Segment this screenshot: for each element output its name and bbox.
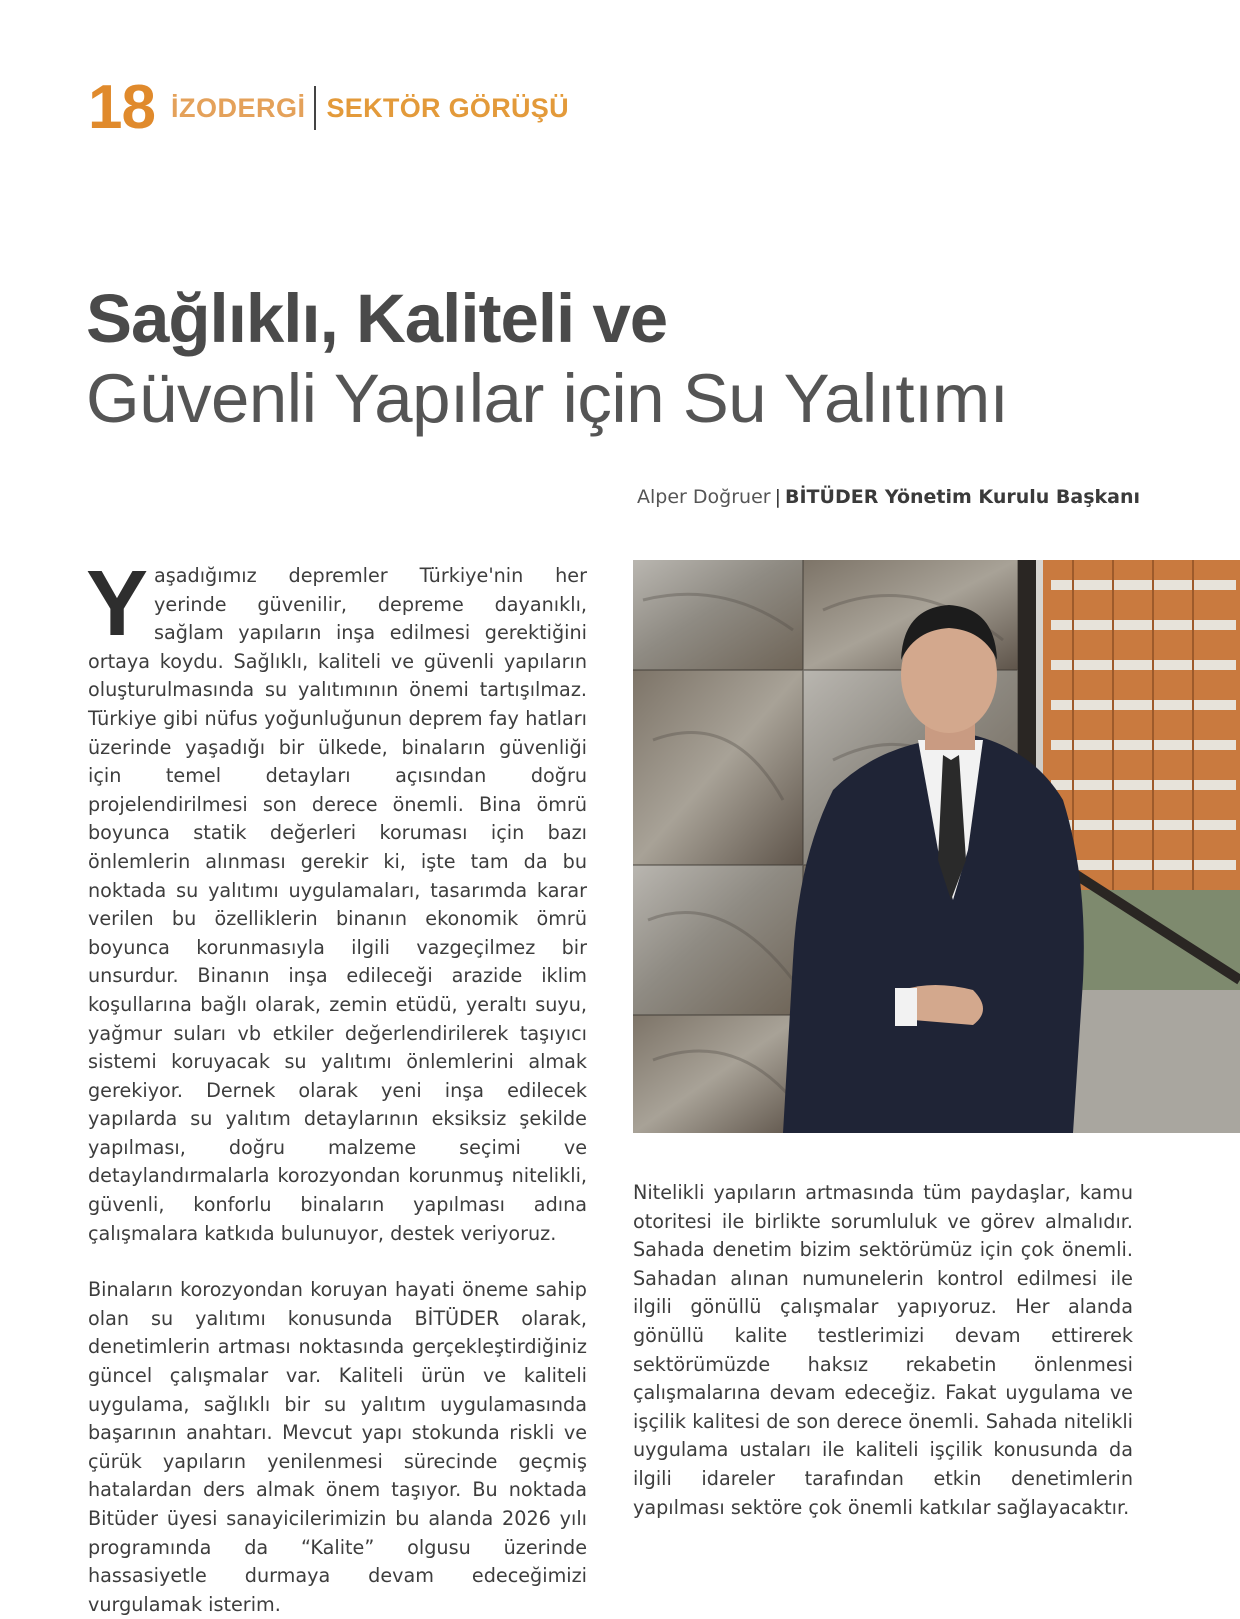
title-line-2: Güvenli Yapılar için Su Yalıtımı xyxy=(86,360,1009,437)
author-role: BİTÜDER Yönetim Kurulu Başkanı xyxy=(785,486,1140,508)
paragraph-2: Binaların korozyondan koruyan hayati öneme sahip olan su yalıtımı konusunda BİTÜDER olarak, denetimlerin artması noktasında gerçekleştirdiğiniz güncel çalışmalar var. Kaliteli ürün ve kaliteli uygulama, sağlıklı bir su yalıtım uygulamasında başarının anahtarı. Mevcut yapı stokunda riskli ve çürük yapıların yenilenmesi sürecinde geçmiş hatalardan ders almak önem taşıyor. Bu noktada Bitüder üyesi sanayicilerimizin bu alanda 2026 yılı programında da “Kalite” olgusu üzerinde hassasiyetle durmaya devam edeceğimizi vurgulamak isterim. xyxy=(88,1278,587,1616)
paragraph-1 xyxy=(86,551,587,1248)
page-number: 18 xyxy=(88,73,155,142)
byline-separator: | xyxy=(774,486,781,508)
section-name: SEKTÖR GÖRÜŞÜ xyxy=(326,92,569,123)
paragraph-3: Nitelikli yapıların artmasında tüm paydaşlar, kamu otoritesi ile birlikte sorumluluk ve görev almalıdır. Sahada denetim bizim sektörümüz için çok önemli. Sahadan alınan numunelerin kontrol edilmesi ile ilgili gönüllü çalışmalar yapıyoruz. Her alanda gönüllü kalite testlerimizi devam ettirerek sektörümüzde haksız rekabetin önlenmesi çalışmalarına devam edeceğiz. Fakat uygulama ve işçilik kalitesi de son derece önemli. Sahada nitelikli uygulama ustaları ile kaliteli işçilik konusunda da ilgili idareler tarafından etkin denetimlerin yapılması sektöre çok önemli katkılar sağlayacaktır. xyxy=(633,1181,1133,1519)
drop-cap: Y xyxy=(86,551,149,655)
title-line-1: Sağlıklı, Kaliteli ve xyxy=(86,280,668,357)
paragraph-1-text: aşadığımız depremler Türkiye'nin her yerinde güvenilir, depreme dayanıklı, sağlam yapıların inşa edilmesi gerektiğini ortaya koydu. Sağlıklı, kaliteli ve güvenli yapıların oluşturulmasında su yalıtımının önemi tartışılmaz. Türkiye gibi nüfus yoğunluğunun deprem fay hatları üzerinde yaşadığı bir ülkede, binaların güvenliği için temel detayları açısından doğru projelendirilmesi son derece önemli. Bina ömrü boyunca statik değerleri koruması için bazı önlemlerin alınması gerekir ki, işte tam da bu noktada su yalıtımı uygulamaları, tasarımda karar verilen bu özelliklerin binanın ekonomik ömrü boyunca korunmasıyla ilgili vazgeçilmez bir unsurdur. Binanın inşa edileceği arazide iklim koşullarına bağlı olarak, zemin etüdü, yeraltı suyu, yağmur suları vb etkiler değerlendirilerek taşıyıcı sistemi koruyacak su yalıtımı önlemlerini almak gerekiyor. Dernek olarak yeni inşa edilecek yapılarda su yalıtım detaylarının eksiksiz şekilde yapılması, doğru malzeme seçimi ve detaylandırmalarla korozyondan korunmuş nitelikli, güvenli, konforlu binaların yapılması adına çalışmalara katkıda bulunuyor, destek veriyoruz. xyxy=(88,564,587,1245)
author-photo xyxy=(633,560,1240,1133)
byline xyxy=(637,486,1140,508)
article-column-left xyxy=(86,551,587,1619)
magazine-name: İZODERGİ xyxy=(170,92,306,123)
author-name: Alper Doğruer xyxy=(637,486,771,508)
page-header xyxy=(88,73,569,142)
article-column-right xyxy=(633,1179,1133,1522)
header-divider xyxy=(314,86,316,130)
